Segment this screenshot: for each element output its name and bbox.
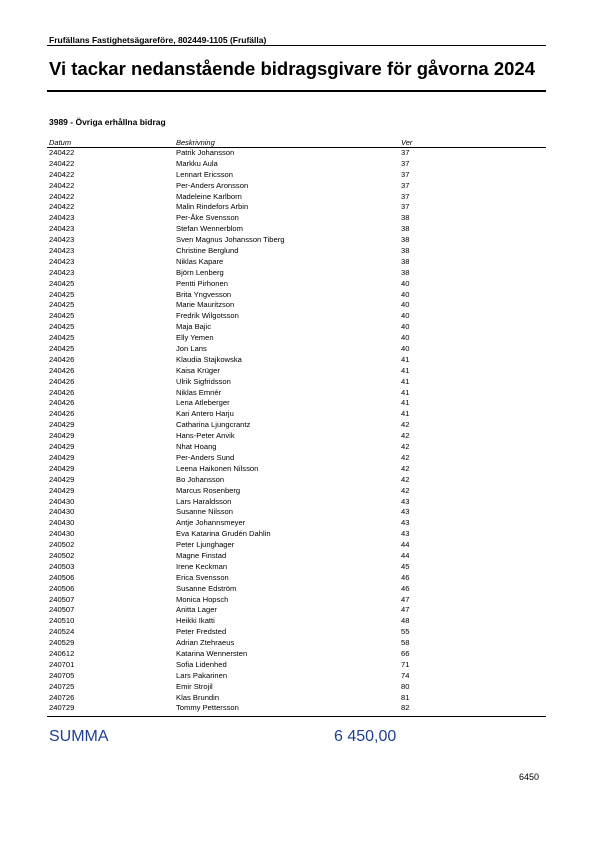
row-date: 240425	[49, 311, 75, 321]
row-date: 240425	[49, 289, 75, 299]
table-row	[47, 442, 546, 453]
table-row	[47, 529, 546, 540]
row-ver: 42	[401, 452, 410, 462]
row-description: Sven Magnus Johansson Tiberg	[176, 235, 285, 245]
summa-label: SUMMA	[49, 728, 109, 745]
table-row	[47, 540, 546, 551]
table-row	[47, 311, 546, 322]
table-row	[47, 344, 546, 355]
row-ver: 38	[401, 267, 410, 277]
table-row	[47, 703, 546, 714]
row-description: Adrian Ztehraeus	[176, 638, 235, 648]
table-row	[47, 148, 546, 159]
row-ver: 66	[401, 648, 410, 658]
row-description: Leena Haikonen Nilsson	[176, 463, 259, 473]
row-description: Brita Yngvesson	[176, 289, 232, 299]
row-ver: 38	[401, 235, 410, 245]
row-ver: 82	[401, 703, 410, 713]
table-row	[47, 693, 546, 704]
row-date: 240506	[49, 572, 75, 582]
table-row	[47, 616, 546, 627]
table-row	[47, 355, 546, 366]
table-row	[47, 475, 546, 486]
row-ver: 40	[401, 322, 410, 332]
footer-code: 6450	[519, 772, 540, 782]
table-header	[47, 138, 546, 148]
row-ver: 41	[401, 409, 410, 419]
row-date: 240429	[49, 452, 75, 462]
organization-header: Frufällans Fastighetsägareföre, 802449-1105 (Frufälla)	[49, 35, 267, 45]
row-description: Erica Svensson	[176, 572, 229, 582]
row-date: 240423	[49, 224, 75, 234]
table-row	[47, 507, 546, 518]
row-description: Sofia Lidenhed	[176, 659, 227, 669]
table-row	[47, 268, 546, 279]
table-row	[47, 573, 546, 584]
row-ver: 37	[401, 202, 410, 212]
row-date: 240510	[49, 616, 75, 626]
row-description: Per-Anders Aronsson	[176, 180, 249, 190]
table-row	[47, 388, 546, 399]
row-date: 240423	[49, 246, 75, 256]
table-row	[47, 159, 546, 170]
row-description: Peter Fredsted	[176, 627, 227, 637]
row-ver: 45	[401, 561, 410, 571]
table-row	[47, 333, 546, 344]
row-date: 240524	[49, 627, 75, 637]
row-date: 240429	[49, 420, 75, 430]
row-description: Maja Bajic	[176, 322, 212, 332]
table-row	[47, 377, 546, 388]
table-row	[47, 366, 546, 377]
row-description: Christine Berglund	[176, 246, 239, 256]
row-date: 240423	[49, 256, 75, 266]
row-ver: 43	[401, 529, 410, 539]
section-title: 3989 - Övriga erhållna bidrag	[49, 117, 166, 127]
row-ver: 42	[401, 420, 410, 430]
table-row	[47, 518, 546, 529]
table-body	[47, 148, 546, 714]
row-description: Ulrik Sigfridsson	[176, 376, 231, 386]
row-date: 240429	[49, 485, 75, 495]
row-description: Susanne Edström	[176, 583, 237, 593]
table-row	[47, 464, 546, 475]
row-ver: 40	[401, 311, 410, 321]
table-row	[47, 192, 546, 203]
row-date: 240701	[49, 659, 75, 669]
row-description: Lennart Ericsson	[176, 169, 233, 179]
row-ver: 47	[401, 594, 410, 604]
row-description: Niklas Emnér	[176, 387, 222, 397]
row-description: Emir Strojil	[176, 681, 213, 691]
row-ver: 38	[401, 246, 410, 256]
table-row	[47, 213, 546, 224]
table-row	[47, 235, 546, 246]
row-ver: 38	[401, 213, 410, 223]
row-description: Peter Ljunghager	[176, 540, 235, 550]
row-date: 240423	[49, 267, 75, 277]
row-date: 240422	[49, 180, 75, 190]
row-date: 240529	[49, 638, 75, 648]
row-description: Irene Keckman	[176, 561, 228, 571]
row-date: 240430	[49, 507, 75, 517]
row-ver: 40	[401, 333, 410, 343]
column-header-beskrivning: Beskrivning	[176, 138, 215, 147]
table-bottom-divider	[47, 716, 546, 717]
table-row	[47, 202, 546, 213]
column-header-ver: Ver	[401, 138, 413, 147]
row-description: Kaisa Krüger	[176, 365, 220, 375]
table-row	[47, 671, 546, 682]
row-description: Patrik Johansson	[176, 148, 235, 157]
row-date: 240430	[49, 529, 75, 539]
row-description: Nhat Hoang	[176, 442, 217, 452]
row-date: 240422	[49, 202, 75, 212]
row-ver: 80	[401, 681, 410, 691]
title-divider	[47, 90, 546, 92]
row-date: 240507	[49, 594, 75, 604]
row-date: 240425	[49, 300, 75, 310]
table-row	[47, 649, 546, 660]
row-ver: 43	[401, 496, 410, 506]
row-ver: 41	[401, 354, 410, 364]
row-ver: 42	[401, 431, 410, 441]
row-description: Marcus Rosenberg	[176, 485, 241, 495]
row-date: 240502	[49, 550, 75, 560]
row-description: Elly Yemen	[176, 333, 214, 343]
table-row	[47, 279, 546, 290]
column-header-datum: Datum	[49, 138, 72, 147]
page-title: Vi tackar nedanstående bidragsgivare för gåvorna 2024	[49, 58, 536, 79]
row-description: Pentti Pirhonen	[176, 278, 228, 288]
row-ver: 44	[401, 540, 410, 550]
row-date: 240726	[49, 692, 75, 702]
row-date: 240426	[49, 376, 75, 386]
table-row	[47, 246, 546, 257]
row-ver: 41	[401, 376, 410, 386]
row-description: Bo Johansson	[176, 474, 225, 484]
row-ver: 37	[401, 169, 410, 179]
row-description: Anitta Lager	[176, 605, 217, 615]
row-ver: 44	[401, 550, 410, 560]
row-date: 240426	[49, 387, 75, 397]
row-ver: 41	[401, 387, 410, 397]
table-row	[47, 682, 546, 693]
table-row	[47, 605, 546, 616]
row-description: Per-Åke Svensson	[176, 213, 239, 223]
row-ver: 58	[401, 638, 410, 648]
row-description: Markku Aula	[176, 158, 218, 168]
row-description: Lena Atleberger	[176, 398, 230, 408]
row-ver: 71	[401, 659, 410, 669]
row-date: 240422	[49, 148, 75, 157]
row-description: Marie Mauritzson	[176, 300, 235, 310]
row-ver: 40	[401, 278, 410, 288]
row-description: Antje Johannsmeyer	[176, 518, 246, 528]
row-description: Catharina Ljungcrantz	[176, 420, 251, 430]
row-description: Hans-Peter Anvik	[176, 431, 235, 441]
row-date: 240426	[49, 354, 75, 364]
row-date: 240425	[49, 278, 75, 288]
row-description: Niklas Kapare	[176, 256, 224, 266]
row-date: 240725	[49, 681, 75, 691]
row-date: 240426	[49, 398, 75, 408]
table-row	[47, 551, 546, 562]
row-ver: 37	[401, 191, 410, 201]
row-ver: 38	[401, 224, 410, 234]
row-description: Lars Pakarinen	[176, 670, 228, 680]
row-ver: 46	[401, 583, 410, 593]
table-row	[47, 322, 546, 333]
row-description: Klas Brundin	[176, 692, 220, 702]
row-description: Heikki Ikatti	[176, 616, 215, 626]
row-ver: 42	[401, 442, 410, 452]
row-ver: 55	[401, 627, 410, 637]
table-row	[47, 497, 546, 508]
table-row	[47, 170, 546, 181]
row-ver: 37	[401, 158, 410, 168]
row-description: Katarina Wennersten	[176, 648, 248, 658]
row-date: 240423	[49, 213, 75, 223]
row-date: 240429	[49, 474, 75, 484]
row-description: Stefan Wennerblom	[176, 224, 243, 234]
row-ver: 43	[401, 518, 410, 528]
row-date: 240502	[49, 540, 75, 550]
row-description: Magne Finstad	[176, 550, 227, 560]
row-description: Björn Lenberg	[176, 267, 224, 277]
table-row	[47, 660, 546, 671]
table-row	[47, 224, 546, 235]
row-date: 240425	[49, 322, 75, 332]
row-date: 240429	[49, 431, 75, 441]
summa-value: 6 450,00	[334, 728, 397, 745]
row-description: Fredrik Wilgotsson	[176, 311, 239, 321]
row-ver: 43	[401, 507, 410, 517]
row-ver: 40	[401, 300, 410, 310]
row-ver: 46	[401, 572, 410, 582]
row-date: 240422	[49, 191, 75, 201]
row-date: 240426	[49, 409, 75, 419]
row-description: Susanne Nilsson	[176, 507, 233, 517]
row-description: Tommy Pettersson	[176, 703, 239, 713]
row-ver: 42	[401, 474, 410, 484]
row-date: 240503	[49, 561, 75, 571]
table-row	[47, 638, 546, 649]
row-ver: 42	[401, 485, 410, 495]
row-description: Klaudia Stajkowska	[176, 354, 242, 364]
row-description: Jon Lans	[176, 344, 207, 354]
row-ver: 48	[401, 616, 410, 626]
table-row	[47, 453, 546, 464]
table-row	[47, 486, 546, 497]
row-date: 240429	[49, 463, 75, 473]
row-ver: 81	[401, 692, 410, 702]
row-date: 240423	[49, 235, 75, 245]
row-date: 240506	[49, 583, 75, 593]
row-description: Malin Rindefors Arbin	[176, 202, 249, 212]
table-row	[47, 181, 546, 192]
row-date: 240705	[49, 670, 75, 680]
table-row	[47, 420, 546, 431]
row-date: 240429	[49, 442, 75, 452]
table-row	[47, 398, 546, 409]
row-date: 240729	[49, 703, 75, 713]
row-date: 240422	[49, 158, 75, 168]
row-ver: 42	[401, 463, 410, 473]
row-description: Madeleine Karlborn	[176, 191, 242, 201]
row-date: 240426	[49, 365, 75, 375]
table-row	[47, 290, 546, 301]
row-ver: 40	[401, 344, 410, 354]
row-description: Lars Haraldsson	[176, 496, 232, 506]
row-date: 240430	[49, 518, 75, 528]
table-row	[47, 595, 546, 606]
donor-table	[47, 138, 546, 714]
table-row	[47, 409, 546, 420]
row-ver: 74	[401, 670, 410, 680]
row-date: 240612	[49, 648, 75, 658]
row-date: 240425	[49, 344, 75, 354]
row-ver: 41	[401, 365, 410, 375]
table-row	[47, 627, 546, 638]
row-date: 240422	[49, 169, 75, 179]
table-row	[47, 257, 546, 268]
table-row	[47, 431, 546, 442]
header-divider	[47, 45, 546, 46]
row-description: Monica Hopsch	[176, 594, 229, 604]
row-ver: 47	[401, 605, 410, 615]
table-row	[47, 300, 546, 311]
row-ver: 37	[401, 148, 410, 157]
row-ver: 41	[401, 398, 410, 408]
table-row	[47, 584, 546, 595]
row-ver: 37	[401, 180, 410, 190]
row-description: Eva Katarina Grudén Dahlin	[176, 529, 271, 539]
row-date: 240430	[49, 496, 75, 506]
row-description: Kari Antero Harju	[176, 409, 234, 419]
row-date: 240507	[49, 605, 75, 615]
row-ver: 38	[401, 256, 410, 266]
row-ver: 40	[401, 289, 410, 299]
table-row	[47, 562, 546, 573]
row-description: Per-Anders Sund	[176, 452, 235, 462]
row-date: 240425	[49, 333, 75, 343]
